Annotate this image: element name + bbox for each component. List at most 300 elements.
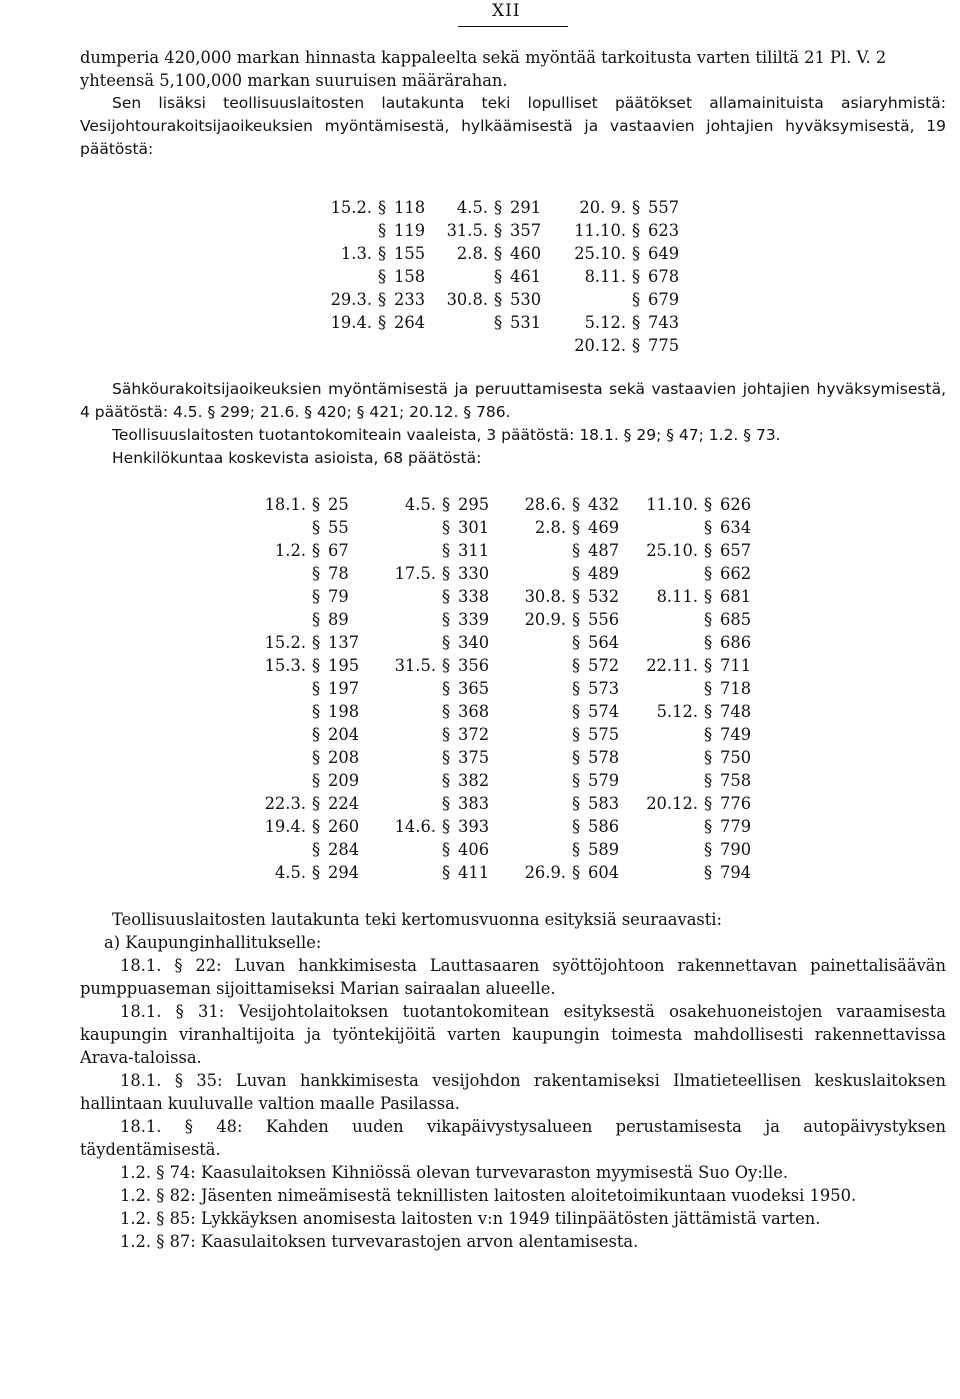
section-number: 718 bbox=[720, 679, 752, 698]
decision-date: 30.8. bbox=[524, 587, 566, 606]
section-number: 604 bbox=[588, 863, 620, 882]
proposal-text: Luvan hankkimisesta Lauttasaaren syöttöjohtoon rakennettavan painettalisäävän pumppuaseman sijoittamiseksi Marian sairaalan alueelle. bbox=[80, 956, 946, 998]
section-number: 260 bbox=[328, 817, 360, 836]
intro-paragraph: Sen lisäksi teollisuuslaitosten lautakunta teki lopulliset päätökset allamainituista asiaryhmistä: Vesijohtourakoitsijaoikeuksien myöntämisestä, hylkäämisestä ja vastaavien johtajien hyväksymisestä, 19 päätöstä: bbox=[80, 94, 946, 158]
table-row bbox=[326, 242, 688, 265]
section-number: 393 bbox=[458, 817, 490, 836]
section-sign: § bbox=[494, 198, 503, 217]
section-sign: § bbox=[704, 610, 713, 629]
decisions-table-2 bbox=[256, 493, 766, 884]
section-sign: § bbox=[632, 198, 641, 217]
decision-date bbox=[504, 792, 572, 815]
section-number: 330 bbox=[458, 564, 490, 583]
decision-date bbox=[634, 562, 704, 585]
section-number: 432 bbox=[588, 495, 620, 514]
table-row bbox=[256, 516, 766, 539]
decision-date bbox=[374, 608, 442, 631]
proposal-date: 18.1. bbox=[120, 1002, 176, 1021]
table-row bbox=[256, 539, 766, 562]
section-number: 530 bbox=[510, 290, 542, 309]
decision-date bbox=[374, 700, 442, 723]
proposals-block bbox=[80, 908, 946, 1253]
section-sign: § bbox=[572, 840, 581, 859]
section-sign: § bbox=[632, 244, 641, 263]
section-number: 776 bbox=[720, 794, 752, 813]
proposal-list bbox=[80, 954, 946, 1253]
proposal-text: Luvan hankkimisesta vesijohdon rakentamiseksi Ilmatieteellisen keskuslaitoksen hallintaan kuuluvalle valtion maalle Pasilassa. bbox=[80, 1071, 946, 1113]
section-sign: § bbox=[442, 564, 451, 583]
section-sign: § bbox=[704, 656, 713, 675]
section-sign: § bbox=[704, 748, 713, 767]
section-sign: § bbox=[632, 313, 641, 332]
section-sign: § bbox=[572, 702, 581, 721]
section-sign: § bbox=[312, 771, 321, 790]
section-number: 575 bbox=[588, 725, 620, 744]
section-number: 264 bbox=[394, 313, 426, 332]
section-number: 291 bbox=[510, 198, 542, 217]
section-sign: § bbox=[442, 863, 451, 882]
decision-date bbox=[634, 746, 704, 769]
section-sign: § bbox=[632, 221, 641, 240]
decision-date: 15.2. bbox=[330, 198, 372, 217]
decision-date bbox=[504, 677, 572, 700]
decision-date: 15.2. bbox=[264, 633, 306, 652]
intro-block bbox=[80, 46, 946, 161]
section-sign: § bbox=[312, 610, 321, 629]
decision-date bbox=[256, 562, 312, 585]
section-number: 573 bbox=[588, 679, 620, 698]
decision-date bbox=[374, 861, 442, 884]
section-sign: § bbox=[494, 221, 503, 240]
section-number: 67 bbox=[328, 541, 349, 560]
proposal-date: 1.2. bbox=[120, 1232, 157, 1251]
section-sign: § bbox=[704, 541, 713, 560]
section-number: 743 bbox=[648, 313, 680, 332]
section-number: 460 bbox=[510, 244, 542, 263]
section-number: 662 bbox=[720, 564, 752, 583]
section-sign: § bbox=[312, 564, 321, 583]
section-number: 686 bbox=[720, 633, 752, 652]
decision-date bbox=[504, 562, 572, 585]
decision-date bbox=[444, 265, 494, 288]
section-number: 750 bbox=[720, 748, 752, 767]
section-sign: § bbox=[704, 817, 713, 836]
section-number: 489 bbox=[588, 564, 620, 583]
decision-date: 8.11. bbox=[584, 267, 626, 286]
section-number: 679 bbox=[648, 290, 680, 309]
section-number: 531 bbox=[510, 313, 542, 332]
section-number: 301 bbox=[458, 518, 490, 537]
section-sign: § bbox=[572, 541, 581, 560]
section-sign: § bbox=[442, 495, 451, 514]
section-number: 411 bbox=[458, 863, 490, 882]
section-number: 284 bbox=[328, 840, 360, 859]
section-sign: § bbox=[572, 794, 581, 813]
proposal-item bbox=[80, 954, 946, 1000]
section-number: 197 bbox=[328, 679, 360, 698]
section-number: 295 bbox=[458, 495, 490, 514]
decision-date: 31.5. bbox=[394, 656, 436, 675]
section-number: 794 bbox=[720, 863, 752, 882]
decision-date: 4.5. bbox=[274, 863, 306, 882]
decision-date: 25.10. bbox=[646, 541, 698, 560]
decision-date: 25.10. bbox=[574, 244, 626, 263]
proposal-text: Kaasulaitoksen Kihniössä olevan turvevaraston myymisestä Suo Oy:lle. bbox=[200, 1163, 789, 1182]
section-number: 469 bbox=[588, 518, 620, 537]
table-row bbox=[256, 723, 766, 746]
section-number: 749 bbox=[720, 725, 752, 744]
table-row bbox=[256, 562, 766, 585]
personnel-paragraph: Henkilökuntaa koskevista asioista, 68 päätöstä: bbox=[112, 449, 482, 467]
table-row bbox=[256, 700, 766, 723]
decision-date: 26.9. bbox=[524, 863, 566, 882]
section-number: 294 bbox=[328, 863, 360, 882]
decision-date bbox=[444, 311, 494, 334]
decision-date bbox=[634, 769, 704, 792]
proposal-item bbox=[80, 1230, 946, 1253]
section-sign: § bbox=[572, 863, 581, 882]
decision-date bbox=[504, 815, 572, 838]
decision-date: 4.5. bbox=[404, 495, 436, 514]
section-sign: § bbox=[632, 336, 641, 355]
decision-date bbox=[374, 677, 442, 700]
section-number: 775 bbox=[648, 336, 680, 355]
section-number: 368 bbox=[458, 702, 490, 721]
section-sign: § bbox=[442, 541, 451, 560]
section-number: 574 bbox=[588, 702, 620, 721]
page-number: XII bbox=[492, 1, 521, 21]
decision-date bbox=[374, 585, 442, 608]
decision-date: 5.12. bbox=[656, 702, 698, 721]
decision-date bbox=[634, 516, 704, 539]
decision-date: 18.1. bbox=[264, 495, 306, 514]
section-number: 357 bbox=[510, 221, 542, 240]
section-sign: § bbox=[572, 656, 581, 675]
section-number: 195 bbox=[328, 656, 360, 675]
section-sign: § bbox=[572, 771, 581, 790]
decision-date: 28.6. bbox=[524, 495, 566, 514]
section-number: 685 bbox=[720, 610, 752, 629]
proposal-section: § 48: bbox=[184, 1117, 266, 1136]
decision-date bbox=[504, 838, 572, 861]
section-number: 406 bbox=[458, 840, 490, 859]
decision-date bbox=[256, 516, 312, 539]
section-sign: § bbox=[704, 702, 713, 721]
proposal-section: § 82: bbox=[156, 1186, 201, 1205]
proposal-date: 1.2. bbox=[120, 1209, 157, 1228]
decision-date: 15.3. bbox=[264, 656, 306, 675]
proposal-section: § 31: bbox=[175, 1002, 239, 1021]
decision-date: 30.8. bbox=[446, 290, 488, 309]
decision-date: 20.12. bbox=[574, 336, 626, 355]
section-sign: § bbox=[704, 863, 713, 882]
decision-date bbox=[374, 539, 442, 562]
section-number: 78 bbox=[328, 564, 349, 583]
table-row bbox=[326, 334, 688, 357]
section-sign: § bbox=[442, 771, 451, 790]
table-row bbox=[326, 219, 688, 242]
decision-date bbox=[504, 723, 572, 746]
section-number: 204 bbox=[328, 725, 360, 744]
decision-date: 2.8. bbox=[456, 244, 488, 263]
section-sign: § bbox=[312, 656, 321, 675]
section-number: 198 bbox=[328, 702, 360, 721]
decision-date bbox=[256, 746, 312, 769]
decision-date: 17.5. bbox=[394, 564, 436, 583]
proposal-text: Kaasulaitoksen turvevarastojen arvon alentamisesta. bbox=[200, 1232, 639, 1251]
section-sign: § bbox=[494, 267, 503, 286]
section-sign: § bbox=[312, 702, 321, 721]
section-sign: § bbox=[704, 564, 713, 583]
proposal-date: 18.1. bbox=[120, 1117, 185, 1136]
decision-date: 8.11. bbox=[656, 587, 698, 606]
section-number: 340 bbox=[458, 633, 490, 652]
section-number: 623 bbox=[648, 221, 680, 240]
section-number: 556 bbox=[588, 610, 620, 629]
decision-date: 22.3. bbox=[264, 794, 306, 813]
proposal-item bbox=[80, 1069, 946, 1115]
section-sign: § bbox=[704, 794, 713, 813]
proposal-item bbox=[80, 1207, 946, 1230]
section-sign: § bbox=[312, 495, 321, 514]
section-sign: § bbox=[704, 587, 713, 606]
middle-block bbox=[80, 378, 946, 470]
section-number: 634 bbox=[720, 518, 752, 537]
section-sign: § bbox=[312, 541, 321, 560]
section-sign: § bbox=[442, 587, 451, 606]
proposal-text: Kahden uuden vikapäivystysalueen perustamisesta ja autopäivystyksen täydentämisestä. bbox=[80, 1117, 946, 1159]
proposal-section: § 22: bbox=[174, 956, 235, 975]
section-sign: § bbox=[378, 313, 387, 332]
section-number: 372 bbox=[458, 725, 490, 744]
section-sign: § bbox=[704, 840, 713, 859]
section-number: 572 bbox=[588, 656, 620, 675]
section-number: 233 bbox=[394, 290, 426, 309]
decision-date bbox=[374, 723, 442, 746]
section-sign: § bbox=[312, 633, 321, 652]
section-number: 626 bbox=[720, 495, 752, 514]
decision-date bbox=[634, 723, 704, 746]
section-sign: § bbox=[632, 290, 641, 309]
decision-date bbox=[256, 608, 312, 631]
decision-date bbox=[256, 677, 312, 700]
decision-date bbox=[374, 769, 442, 792]
section-sign: § bbox=[442, 748, 451, 767]
section-number: 25 bbox=[328, 495, 349, 514]
section-sign: § bbox=[312, 679, 321, 698]
section-number: 375 bbox=[458, 748, 490, 767]
section-number: 711 bbox=[720, 656, 752, 675]
decision-date bbox=[256, 769, 312, 792]
section-number: 564 bbox=[588, 633, 620, 652]
section-sign: § bbox=[312, 587, 321, 606]
section-sign: § bbox=[442, 817, 451, 836]
section-sign: § bbox=[572, 564, 581, 583]
section-number: 79 bbox=[328, 587, 349, 606]
section-sign: § bbox=[704, 725, 713, 744]
decision-date: 19.4. bbox=[330, 313, 372, 332]
section-number: 356 bbox=[458, 656, 490, 675]
section-sign bbox=[378, 334, 394, 357]
decision-date bbox=[256, 838, 312, 861]
table-row bbox=[326, 265, 688, 288]
section-sign: § bbox=[312, 863, 321, 882]
proposal-text: Lykkäyksen anomisesta laitosten v:n 1949 tilinpäätösten jättämistä varten. bbox=[200, 1209, 821, 1228]
section-number: 790 bbox=[720, 840, 752, 859]
section-sign: § bbox=[572, 495, 581, 514]
proposal-section: § 87: bbox=[156, 1232, 201, 1251]
section-sign: § bbox=[312, 794, 321, 813]
section-number: 758 bbox=[720, 771, 752, 790]
section-number: 137 bbox=[328, 633, 360, 652]
section-number: 461 bbox=[510, 267, 542, 286]
section-number: 383 bbox=[458, 794, 490, 813]
section-sign: § bbox=[442, 656, 451, 675]
decision-date bbox=[374, 746, 442, 769]
proposals-intro: Teollisuuslaitosten lautakunta teki kertomusvuonna esityksiä seuraavasti: bbox=[112, 910, 722, 929]
decision-date: 22.11. bbox=[646, 656, 698, 675]
decision-date: 20.9. bbox=[524, 610, 566, 629]
decision-date bbox=[374, 631, 442, 654]
table-row bbox=[256, 585, 766, 608]
proposal-item bbox=[80, 1000, 946, 1069]
section-number bbox=[510, 334, 570, 357]
section-number: 748 bbox=[720, 702, 752, 721]
proposal-item bbox=[80, 1184, 946, 1207]
decision-date bbox=[326, 219, 378, 242]
table-row bbox=[256, 631, 766, 654]
decision-date bbox=[326, 265, 378, 288]
decision-date bbox=[634, 677, 704, 700]
proposal-text: Vesijohtolaitoksen tuotantokomitean esityksestä osakehuoneistojen varaamisesta kaupungin viranhaltijoita ja työntekijöitä varten kaupungin toimesta mahdollisesti rakennettavissa Arava-taloissa. bbox=[80, 1002, 946, 1067]
section-sign: § bbox=[378, 267, 387, 286]
section-number: 311 bbox=[458, 541, 490, 560]
section-sign: § bbox=[704, 633, 713, 652]
section-sign: § bbox=[442, 610, 451, 629]
section-sign: § bbox=[572, 679, 581, 698]
section-sign: § bbox=[572, 725, 581, 744]
proposal-date: 1.2. bbox=[120, 1163, 157, 1182]
decision-date: 31.5. bbox=[446, 221, 488, 240]
section-number: 779 bbox=[720, 817, 752, 836]
table-row bbox=[256, 838, 766, 861]
section-sign: § bbox=[312, 748, 321, 767]
proposal-date: 18.1. bbox=[120, 1071, 175, 1090]
section-number: 583 bbox=[588, 794, 620, 813]
section-number: 579 bbox=[588, 771, 620, 790]
decision-date bbox=[256, 723, 312, 746]
section-sign: § bbox=[378, 244, 387, 263]
proposal-date: 1.2. bbox=[120, 1186, 157, 1205]
decision-date: 20.12. bbox=[646, 794, 698, 813]
section-number: 209 bbox=[328, 771, 360, 790]
decision-date bbox=[634, 608, 704, 631]
decision-date: 1.2. bbox=[274, 541, 306, 560]
section-sign: § bbox=[572, 633, 581, 652]
proposal-section: § 85: bbox=[156, 1209, 201, 1228]
section-number: 119 bbox=[394, 221, 426, 240]
section-sign: § bbox=[378, 221, 387, 240]
section-sign: § bbox=[704, 679, 713, 698]
section-number: 89 bbox=[328, 610, 349, 629]
section-number: 339 bbox=[458, 610, 490, 629]
section-sign: § bbox=[632, 267, 641, 286]
proposal-section: § 35: bbox=[174, 1071, 236, 1090]
table-row bbox=[326, 311, 688, 334]
section-number: 208 bbox=[328, 748, 360, 767]
decision-date: 29.3. bbox=[330, 290, 372, 309]
decision-date bbox=[504, 631, 572, 654]
decision-date: 2.8. bbox=[534, 518, 566, 537]
decision-date bbox=[444, 334, 494, 357]
table-row bbox=[256, 792, 766, 815]
proposal-text: Jäsenten nimeämisestä teknillisten laitosten aloitetoimikuntaan vuodeksi 1950. bbox=[200, 1186, 857, 1205]
section-number bbox=[394, 334, 444, 357]
section-sign: § bbox=[312, 725, 321, 744]
section-number: 678 bbox=[648, 267, 680, 286]
table-row bbox=[256, 677, 766, 700]
table-row bbox=[256, 746, 766, 769]
section-number: 118 bbox=[394, 198, 426, 217]
section-number: 586 bbox=[588, 817, 620, 836]
header-rule bbox=[458, 26, 568, 27]
decision-date: 5.12. bbox=[584, 313, 626, 332]
decision-date: 20. 9. bbox=[579, 198, 626, 217]
decision-date bbox=[570, 288, 632, 311]
section-sign: § bbox=[494, 244, 503, 263]
decisions-table-1 bbox=[326, 196, 688, 357]
decision-date bbox=[634, 838, 704, 861]
section-sign: § bbox=[442, 702, 451, 721]
decision-date bbox=[374, 838, 442, 861]
decision-date: 14.6. bbox=[394, 817, 436, 836]
proposals-heading: a) Kaupunginhallitukselle: bbox=[104, 933, 322, 952]
decision-date: 4.5. bbox=[456, 198, 488, 217]
decision-date bbox=[374, 792, 442, 815]
decision-date bbox=[326, 334, 378, 357]
section-sign: § bbox=[442, 794, 451, 813]
section-number: 158 bbox=[394, 267, 426, 286]
section-sign: § bbox=[704, 518, 713, 537]
decision-date bbox=[374, 516, 442, 539]
section-sign: § bbox=[312, 518, 321, 537]
decision-date bbox=[504, 654, 572, 677]
section-sign: § bbox=[572, 817, 581, 836]
decision-date: 19.4. bbox=[264, 817, 306, 836]
electric-contractor-paragraph: Sähköurakoitsijaoikeuksien myöntämisestä ja peruuttamisesta sekä vastaavien johtajien hyväksymisestä, 4 päätöstä: 4.5. § 299; 21.6. § 420; § 421; 20.12. § 786. bbox=[80, 380, 946, 421]
section-sign: § bbox=[378, 198, 387, 217]
section-sign: § bbox=[572, 748, 581, 767]
table-row bbox=[326, 196, 688, 219]
section-number: 557 bbox=[648, 198, 680, 217]
decision-date bbox=[634, 631, 704, 654]
section-number: 649 bbox=[648, 244, 680, 263]
intro-line-2: yhteensä 5,100,000 markan suuruisen määrärahan. bbox=[80, 71, 508, 90]
section-sign: § bbox=[572, 587, 581, 606]
production-committee-paragraph: Teollisuuslaitosten tuotantokomiteain vaaleista, 3 päätöstä: 18.1. § 29; § 47; 1.2. § 73. bbox=[112, 426, 781, 444]
table-row bbox=[256, 769, 766, 792]
decision-date bbox=[504, 746, 572, 769]
proposal-item bbox=[80, 1115, 946, 1161]
decision-date bbox=[256, 700, 312, 723]
section-number: 532 bbox=[588, 587, 620, 606]
decision-date bbox=[504, 769, 572, 792]
section-number: 365 bbox=[458, 679, 490, 698]
section-sign: § bbox=[442, 725, 451, 744]
decision-date: 1.3. bbox=[340, 244, 372, 263]
proposal-section: § 74: bbox=[156, 1163, 201, 1182]
section-number: 578 bbox=[588, 748, 620, 767]
